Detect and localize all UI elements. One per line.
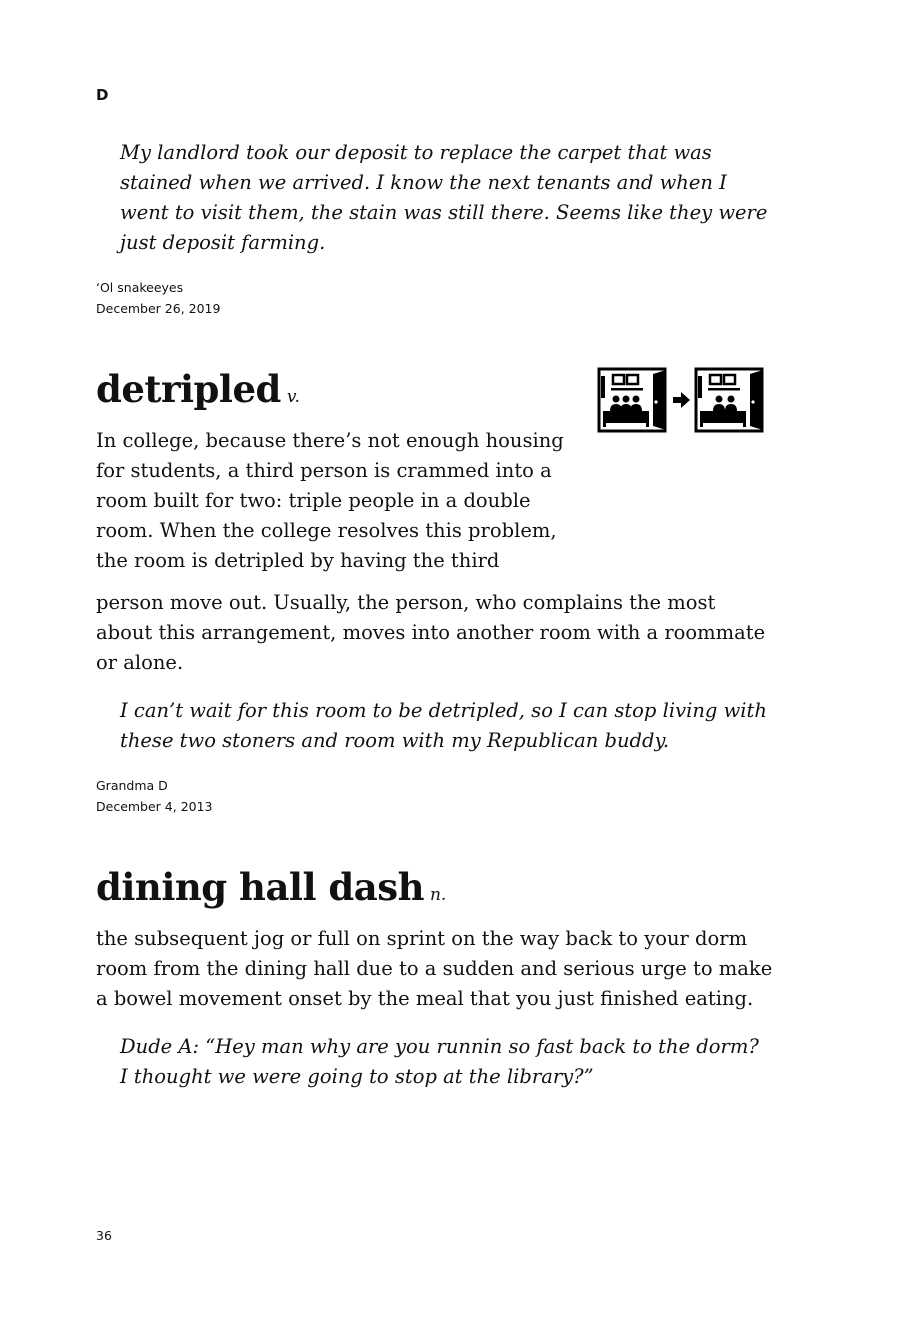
part-of-speech: n. xyxy=(429,885,447,905)
previous-entry-example: My landlord took our deposit to replace the carpet that was stained when we arrived. I know the next tenants and when I went to visit them, the stain was still there. Seems like they were just deposit farming. xyxy=(120,141,768,254)
entry-definition-continued xyxy=(96,588,796,678)
previous-entry-attribution xyxy=(96,277,220,319)
headword-term: dining hall dash xyxy=(96,865,424,909)
entry-headword-dining-hall-dash xyxy=(96,864,446,910)
definition-line: room. When the college resolves this problem, xyxy=(96,519,557,542)
entry-headword-detripled xyxy=(96,366,300,412)
entry-example: I can’t wait for this room to be detripled, so I can stop living with these two stoners and room with my Republican buddy. xyxy=(120,699,767,752)
entry-example: Dude A: “Hey man why are you runnin so fast back to the dorm? I thought we were going to stop at the library?” xyxy=(120,1035,759,1088)
definition-line: about this arrangement, moves into another room with a roommate xyxy=(96,621,766,644)
definition-line: a bowel movement onset by the meal that you just finished eating. xyxy=(96,987,754,1010)
definition-line: the room is detripled by having the third xyxy=(96,549,500,572)
definition-line: for students, a third person is crammed into a xyxy=(96,459,552,482)
definition-line: person move out. Usually, the person, who complains the most xyxy=(96,591,716,614)
attribution-date: December 26, 2019 xyxy=(96,301,221,316)
entry-attribution xyxy=(96,775,213,817)
attribution-author: ‘Ol snakeeyes xyxy=(96,280,184,295)
page-number: 36 xyxy=(96,1228,112,1243)
definition-line: room from the dining hall due to a sudden and serious urge to make xyxy=(96,957,773,980)
section-letter: D xyxy=(96,86,109,104)
attribution-author: Grandma D xyxy=(96,778,168,793)
definition-line: the subsequent jog or full on sprint on the way back to your dorm xyxy=(96,927,748,950)
part-of-speech: v. xyxy=(286,387,300,407)
definition-line: In college, because there’s not enough housing xyxy=(96,429,564,452)
definition-line: or alone. xyxy=(96,651,184,674)
attribution-date: December 4, 2013 xyxy=(96,799,213,814)
entry-definition xyxy=(96,924,796,1014)
headword-term: detripled xyxy=(96,367,281,411)
definition-line: room built for two: triple people in a double xyxy=(96,489,531,512)
entry-definition xyxy=(96,426,566,576)
three-people-to-two-people-room-icon xyxy=(596,366,768,434)
